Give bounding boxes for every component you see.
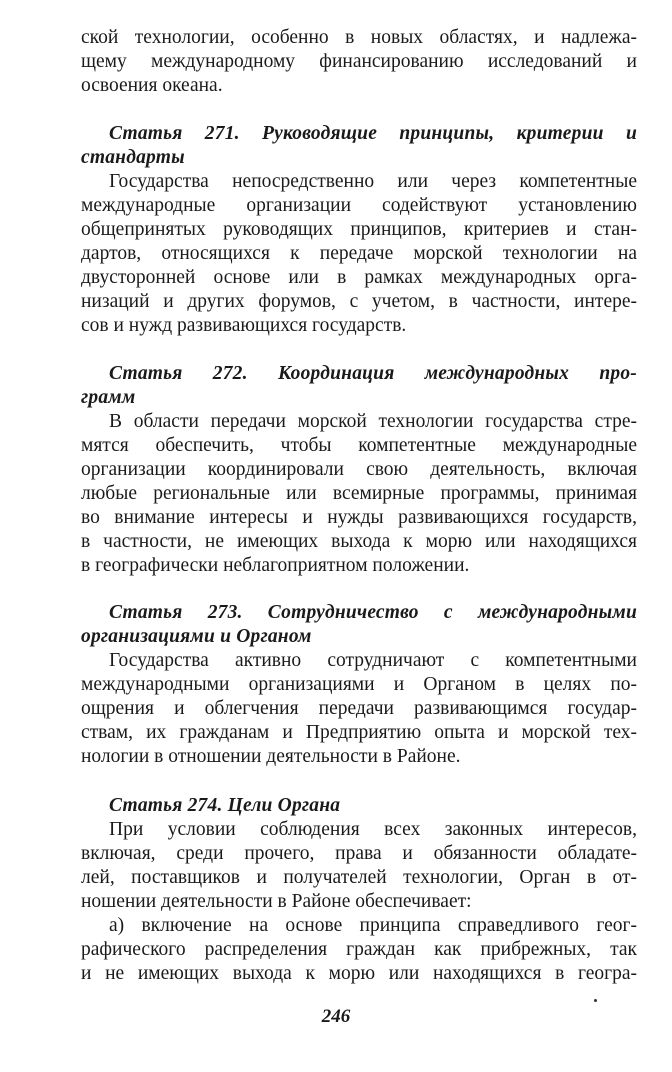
text-line: дартов, относящихся к передаче морской технологии на — [81, 243, 637, 264]
text-line: ской технологии, особенно в новых областях, и надлежа- — [81, 27, 637, 48]
text-line: мятся обеспечить, чтобы компетентные международные — [81, 435, 637, 456]
text-line: сов и нужд развивающихся государств. — [81, 315, 407, 336]
text-line: а) включение на основе принципа справедливого геог- — [109, 915, 637, 936]
text-line: При условии соблюдения всех законных интересов, — [109, 819, 637, 840]
text-line: низаций и других форумов, с учетом, в частности, интере- — [81, 291, 637, 312]
text-line: нологии в отношении деятельности в Районе. — [81, 746, 461, 767]
text-line: ствам, их гражданам и Предприятию опыта и морской тех- — [81, 722, 637, 743]
text-line: международные организации содействуют установлению — [81, 195, 637, 216]
page-number: 246 — [321, 1006, 351, 1027]
text-line: любые региональные или всемирные программы, принимая — [81, 483, 637, 504]
article-heading: стандарты — [81, 147, 185, 168]
text-line: в географически неблагоприятном положении. — [81, 555, 470, 576]
text-line: в частности, не имеющих выхода к морю или находящихся — [81, 531, 637, 552]
article-heading: организациями и Органом — [81, 626, 312, 647]
text-line: и не имеющих выхода к морю или находящихся в геогра- — [81, 963, 637, 984]
article-heading: Статья 273. Сотрудничество с международными — [109, 602, 637, 623]
article-heading: Статья 274. Цели Органа — [109, 795, 341, 816]
text-line: во внимание интересы и нужды развивающихся государств, — [81, 507, 637, 528]
text-line: организации координировали свою деятельность, включая — [81, 459, 637, 480]
text-line: освоения океана. — [81, 75, 223, 96]
article-heading: Статья 271. Руководящие принципы, критерии и — [109, 123, 637, 144]
text-line: ношении деятельности в Районе обеспечивает: — [81, 891, 472, 912]
article-heading: грамм — [81, 387, 136, 408]
text-line: щему международному финансированию исследований и — [81, 51, 637, 72]
text-line: В области передачи морской технологии государства стре- — [109, 411, 637, 432]
text-line: Государства непосредственно или через компетентные — [109, 171, 637, 192]
text-line: международными организациями и Органом в целях по- — [81, 674, 637, 695]
text-line: рафического распределения граждан как прибрежных, так — [81, 939, 637, 960]
text-line: лей, поставщиков и получателей технологии, Орган в от- — [81, 867, 637, 888]
ink-speck — [594, 999, 597, 1002]
text-line: двусторонней основе или в рамках международных орга- — [81, 267, 637, 288]
article-heading: Статья 272. Координация международных про- — [109, 363, 637, 384]
text-line: общепринятых руководящих принципов, критериев и стан- — [81, 219, 637, 240]
text-line: ощрения и облегчения передачи развивающимся государ- — [81, 698, 637, 719]
text-line: включая, среди прочего, права и обязанности обладате- — [81, 843, 637, 864]
text-line: Государства активно сотрудничают с компетентными — [109, 650, 637, 671]
